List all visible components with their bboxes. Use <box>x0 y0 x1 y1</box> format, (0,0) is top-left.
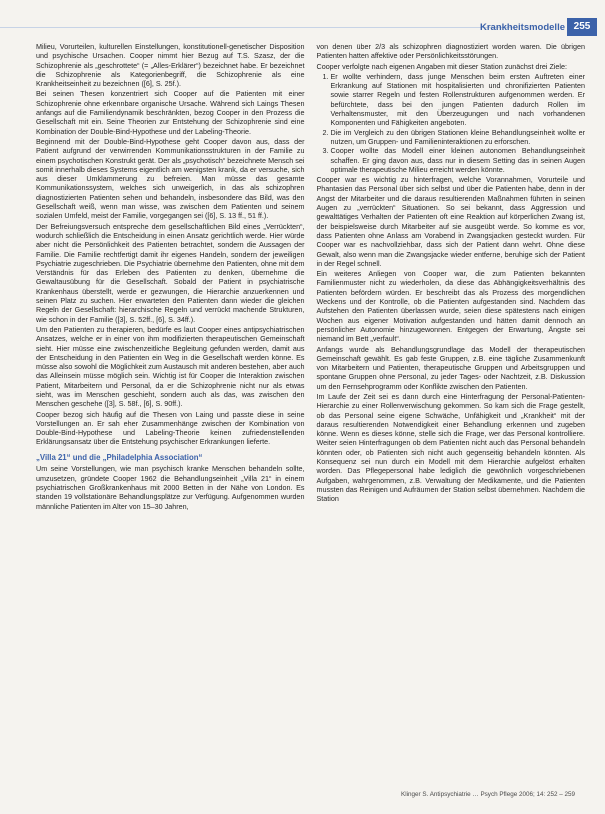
list-item: 1. Er wollte verhindern, dass junge Menschen beim ersten Auftreten einer Erkrankung auf Stationen mit hospitalisierten und chronifizierten Patienten sowie starrer Regeln und festen Rollenstrukturen aufgenommen werden. Er befürchtete, dass bei den jungen Patienten dadurch Rollen im Verhaltensmuster, mit den Überzeugungen und nach vorhandenen Komponenten und Fähigkeiten angeboten. <box>331 72 586 128</box>
paragraph: Bei seinen Thesen konzentriert sich Cooper auf die Patienten mit einer Schizophrenie ohne erkennbare organische Ursache. Während sich Laings Thesen anfangs auf die Familiendynamik beschränkten, bezog Cooper in den Prozess die Gesellschaft mit ein. Seine Theorien zur Entstehung der Schizophrenie sind eine Kombination der Double-Bind-Hypothese und der Labeling-Theorie. <box>36 89 305 136</box>
paragraph: Cooper war es wichtig zu hinterfragen, welche Vorannahmen, Vorurteile und Phantasien das Personal über sich selbst und über die Patienten habe, denn in der Angst der Mitarbeiter und die daraus resultierenden Maßnahmen führten in seinen Augen zu „verrückten“ Situationen. So sei bekannt, dass Aggression und gewalttätiges Verhalten der Patienten oft eine Reaktion auf körperlichen Zwang ist, der beispielsweise durch Mitarbeiter auf sie ausgeübt werde. So komme es vor, dass Patienten ohne Anlass am Vorabend in Zwangsjacken gesteckt wurden. Für Cooper war es nachvollziehbar, dass sich der Patient dann wehrt. Ohne diese Gewalt, also wenn man die Zwangsjacke wieder entferne, beruhige sich der Patient in der Regel schnell. <box>316 175 585 268</box>
paragraph: Beginnend mit der Double-Bind-Hypothese geht Cooper davon aus, dass der Patient aufgrund der verwirrenden Kommunikationsstrukturen in der Familie zu einem psychotischen Konstrukt gerät. Der als „psychotisch“ bezeichnete Mensch sei somit innerhalb dieses Systems eigentlich am wenigsten krank, da er versuche, sich aus dieser Umklammerung zu befreien. Man müsse das gesamte Kommunikationssystem, welches sich unweigerlich, in das als schizophren diagnostizierten Patienten sehen und behandeln, insbesondere das Bild, was den Gesellschaft weiß, wenn man wisse, was zwischen dem Patienten und seinem sozialen Umfeld, meist der Familie, vorgegangen sei ([6], S. 13 ff., 51 ff.). <box>36 136 305 221</box>
list-item: 2. Die im Vergleich zu den übrigen Stationen kleine Behandlungseinheit wollte er nutzen, um Gruppen- und Familieninteraktionen zu erforschen. <box>331 128 586 147</box>
section-title: Krankheitsmodelle <box>480 22 565 33</box>
paragraph: Um den Patienten zu therapieren, bedürfe es laut Cooper eines antipsychiatrischen Ansatzes, welche er in einer von ihm modifizierten therapeutischen Gemeinschaft sieht. Hier müsse eine zwischenzeitliche Begleitung gefunden werden, damit aus der Entscheidung in den Patienten ein Weg in die Gesellschaft werden könne. Es müsse also sowohl die Möglichkeit zum Austausch mit anderen bestehen, aber auch das Alleinsein müsse möglich sein. Wichtig ist für Cooper die Interaktion zwischen Patient, Mitarbeitern und Personal, da er die Schizophrenie nicht nur als etwas sieht, was im Menschen geschieht, sondern auch als das, was zwischen den Menschen geschehe ([3], S. 58f., [6], S. 90ff.). <box>36 324 305 409</box>
paragraph: Im Laufe der Zeit sei es dann durch eine Hinterfragung der Personal-Patienten-Hierarchie zu einer Rollenverwischung gekommen. So kam sich die Frage gestellt, ob das Personal seine eigene Schwäche, Unfähigkeit und „Krankheit“ mit der daraus resultierenden Notwendigkeit einer Behandlung erkennen und zugeben könne. Wenn es dieses könne, stelle sich die Frage, wer das Personal kontrolliere. Weiter seien Hinterfragungen ob dem Patienten nicht auch das Personal behandeln könnten oder, ob Patienten sich nicht auch gegenseitig behandeln könnten. Als Konsequenz sei nun durch ein Modell mit dem Hierarchie aufgelöst erhalten worden. Das Pflegepersonal habe lediglich die gewöhnlich vorgeschriebenen Aufgaben, wahrgenommen, z.B. Verwaltung der Medikamente, und die Patienten mussten das Reinigen und Aufräumen der Station selbst übernehmen. Nachdem die Station <box>316 391 585 504</box>
subheading: „Villa 21“ und die „Philadelphia Association“ <box>36 452 203 462</box>
paragraph: Milieu, Vorurteilen, kulturellen Einstellungen, konstitutionell-genetischer Disposition und psychische Ursachen. Cooper nimmt hier Bezug auf T.S. Szasz, der die Schizophrenie als „geschrottete“ (= „Alles-Erklärer“) bezeichnet habe. Er bezeichnet die Schizophrenie als Kategorienbegriff, die Schizophrenie als eine Krankheitseinheit zu bezeichnen ([6], S. 25f.). <box>36 42 305 89</box>
paragraph: Anfangs wurde als Behandlungsgrundlage das Modell der therapeutischen Gemeinschaft gewählt. Es gab feste Gruppen, z.B. eine tägliche Zusammenkunft von Mitarbeitern und Patienten, therapeutische Gruppen und Arbeitsgruppen und spontane Gruppen ohne Personal, zu jeder Tages- oder Nachtzeit, z.B. Diskussion um den Fernsehprogramm oder Konflikte zwischen den Patienten. <box>316 344 585 391</box>
page-header <box>0 18 605 38</box>
footer-citation: Klinger S. Antipsychiatrie … Psych Pflege 2006; 14: 252 – 259 <box>401 791 575 798</box>
right-column <box>317 42 586 758</box>
article-body <box>36 42 585 758</box>
paragraph: Um seine Vorstellungen, wie man psychisch kranke Menschen behandeln sollte, umzusetzen, gründete Cooper 1962 die Behandlungseinheit „Villa 21“ in einem psychiatrischen Großkrankenhaus mit 2000 Betten in der Nähe von London. Es standen 19 vollstationäre Behandlungsplätze zur Verfügung. Aufgenommen wurden männliche Patienten im Alter von 15–30 Jahren, <box>36 464 305 511</box>
paragraph: Der Befreiungsversuch entspreche dem gesellschaftlichen Bild eines „Verrückten“, wodurch schließlich die Entscheidung in einen Ansatz gerichtlich werde. Hier würde aber nicht die Persönlichkeit des Patienten betrachtet, sondern die Aussagen der Familie. Die Familie rechtfertigt damit ihr eigenes Handeln, sondern der jeweiligen Psychiatrie zugeschrieben. Die Psychiatrie übernehme den Patienten, ohne mit dem Verständnis für das Erleben des Patienten zu denken, übernehme die Gewaltausübung für die Gesellschaft. Sobald der Patient in psychiatrische Krankenhaus überstellt, werde er gezwungen, die Hierarchie anzuerkennen und seinen Platz zu suchen. Hier erwarteten den Patienten dann wieder die gleichen Regeln der Gesellschaft: hierarchische Regeln und verrückt machende Strukturen, wie schon in der Familie ([3], S. 52ff., [6], S. 34ff.). <box>36 221 305 324</box>
paragraph: Cooper verfolgte nach eigenen Angaben mit dieser Station zunächst drei Ziele: <box>316 61 568 71</box>
header-rule <box>0 27 513 28</box>
paragraph: Ein weiteres Anliegen von Cooper war, die zum Patienten bekannten Familienmuster nicht zu wiederholen, da diese das Abhängigkeitsverhältnis des Patienten befördern würden. Er beschreibt das als Prozess des morgendlichen Weckens und der Kontrolle, ob die Patienten aufgestanden sind. Nachdem das Aufstehen den Patienten überlassen wurde, seien diese spätestens nach einigen Wochen aus eigener Motivation aufgestanden und hätten damit dennoch an persönlicher Autonomie hinzugewonnen. Entgegen der Erwartung, Ängste sei niemand im Bett „verfault“. <box>316 269 585 344</box>
paragraph: Cooper bezog sich häufig auf die Thesen von Laing und passte diese in seine Vorstellungen an. Er sah eher Zusammenhänge zwischen der Kombination von Double-Bind-Hypothese und Labeling-Theorie keinen zufriedenstellenden Erklärungsansatz über die Entstehung psychischer Erkrankungen lieferte. <box>36 409 305 447</box>
page-number: 255 <box>567 18 597 36</box>
left-column <box>36 42 305 758</box>
list-item: 3. Cooper wollte das Modell einer kleinen autonomen Behandlungseinheit schaffen. Er ging davon aus, dass nur in diesem Setting das in seinen Augen optimale therapeutische Milieu erreicht werden könnte. <box>331 146 586 174</box>
paragraph: von denen über 2/3 als schizophren diagnostiziert worden waren. Die übrigen Patienten hatten affektive oder Persönlichkeitsstörungen. <box>316 42 585 61</box>
goals-list <box>317 72 586 174</box>
